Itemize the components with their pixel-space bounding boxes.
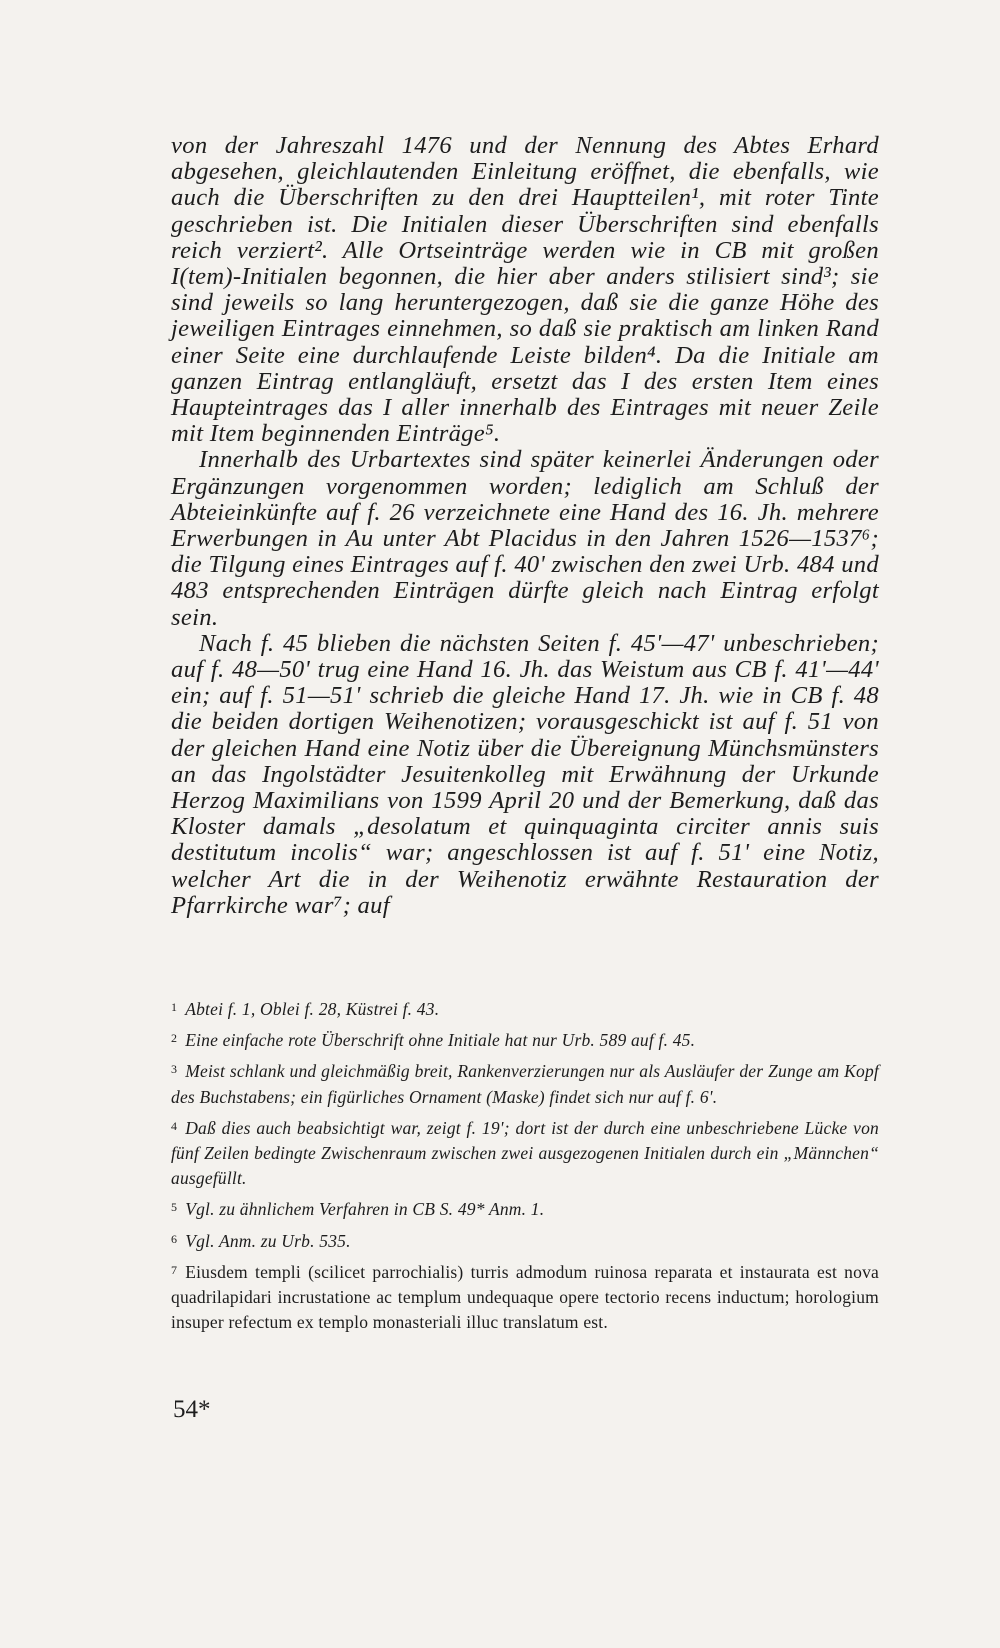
footnote-number: 3 bbox=[171, 1062, 178, 1077]
footnote-2 bbox=[171, 1026, 879, 1053]
footnote-number: 6 bbox=[171, 1231, 178, 1246]
footnote-4 bbox=[171, 1114, 879, 1192]
footnote-3 bbox=[171, 1057, 879, 1109]
footnote-number: 7 bbox=[171, 1262, 178, 1277]
footnote-text: Eiusdem templi (scilicet parrochialis) turris admodum ruinosa reparata et instaurata est nova quadrilapidari incrustatione ac templum undequaque opere tectorio recens inductum; horologium insuper refectum ex templo monasteriali illuc translatum est. bbox=[171, 1261, 879, 1333]
footnote-number: 5 bbox=[171, 1200, 178, 1215]
body-text bbox=[171, 133, 879, 919]
footnote-text: Vgl. zu ähnlichem Verfahren in CB S. 49* Anm. 1. bbox=[185, 1199, 545, 1220]
page-number: 54* bbox=[173, 1396, 211, 1423]
footnote-text: Abtei f. 1, Oblei f. 28, Küstrei f. 43. bbox=[185, 999, 440, 1019]
footnote-text: Vgl. Anm. zu Urb. 535. bbox=[185, 1230, 351, 1251]
footnote-6 bbox=[171, 1227, 879, 1254]
footnote-text: Daß dies auch beabsichtigt war, zeigt f. 19'; dort ist der durch eine unbeschriebene Lücke von fünf Zeilen bedingte Zwischenraum zwischen zwei ausgezogenen Initialen durch ein „Männchen“ ausgefüllt. bbox=[171, 1117, 879, 1189]
paragraph-3: Nach f. 45 blieben die nächsten Seiten f. 45'—47' unbeschrieben; auf f. 48—50' trug eine Hand 16. Jh. das Weistum aus CB f. 41'—44' ein; auf f. 51—51' schrieb die gleiche Hand 17. Jh. wie in CB f. 48 die beiden dortigen Weihenotizen; vorausgeschickt ist auf f. 51 von der gleichen Hand eine Notiz über die Übereignung Münchsmünsters an das Ingolstädter Jesuitenkolleg mit Erwähnung der Urkunde Herzog Maximilians von 1599 April 20 und der Bemerkung, daß das Kloster damals „desolatum et quinquaginta circiter annis suis destitutum incolis“ war; angeschlossen ist auf f. 51' eine Notiz, welcher Art die in der Weihenotiz erwähnte Restauration der Pfarrkirche war⁷; auf bbox=[171, 629, 879, 919]
paragraph-1: von der Jahreszahl 1476 und der Nennung des Abtes Erhard abgesehen, gleichlautenden Einleitung eröffnet, die ebenfalls, wie auch die Überschriften zu den drei Hauptteilen¹, mit roter Tinte geschrieben ist. Die Initialen dieser Überschriften sind ebenfalls reich verziert². Alle Ortseinträge werden wie in CB mit großen I(tem)-Initialen begonnen, die hier aber anders stilisiert sind³; sie sind jeweils so lang heruntergezogen, daß sie die ganze Höhe des jeweiligen Eintrages einnehmen, so daß sie praktisch am linken Rand einer Seite eine durchlaufende Leiste bilden⁴. Da die Initiale am ganzen Eintrag entlangläuft, ersetzt das I des ersten Item eines Haupteintrages das I aller innerhalb des Eintrages mit neuer Zeile mit Item beginnenden Einträge⁵. bbox=[171, 132, 879, 448]
footnote-1 bbox=[171, 995, 879, 1022]
footnote-number: 4 bbox=[171, 1118, 178, 1133]
footnotes bbox=[171, 995, 879, 1339]
footnote-text: Eine einfache rote Überschrift ohne Initiale hat nur Urb. 589 auf f. 45. bbox=[185, 1030, 696, 1051]
paragraph-2: Innerhalb des Urbartextes sind später keinerlei Änderungen oder Ergänzungen vorgenommen worden; lediglich am Schluß der Abteieinkünfte auf f. 26 verzeichnete eine Hand des 16. Jh. mehrere Erwerbungen in Au unter Abt Placidus in den Jahren 1526—1537⁶; die Tilgung eines Eintrages auf f. 40' zwischen den zwei Urb. 484 und 483 entsprechenden Einträgen dürfte gleich nach Eintrag erfolgt sein. bbox=[171, 446, 879, 631]
footnote-text: Meist schlank und gleichmäßig breit, Rankenverzierungen nur als Ausläufer der Zunge am Kopf des Buchstabens; ein figürliches Ornament (Maske) findet sich nur auf f. 6'. bbox=[171, 1061, 879, 1107]
footnote-7 bbox=[171, 1258, 879, 1336]
footnote-5 bbox=[171, 1195, 879, 1222]
footnote-number: 2 bbox=[171, 1031, 178, 1046]
footnote-number: 1 bbox=[171, 1000, 178, 1014]
